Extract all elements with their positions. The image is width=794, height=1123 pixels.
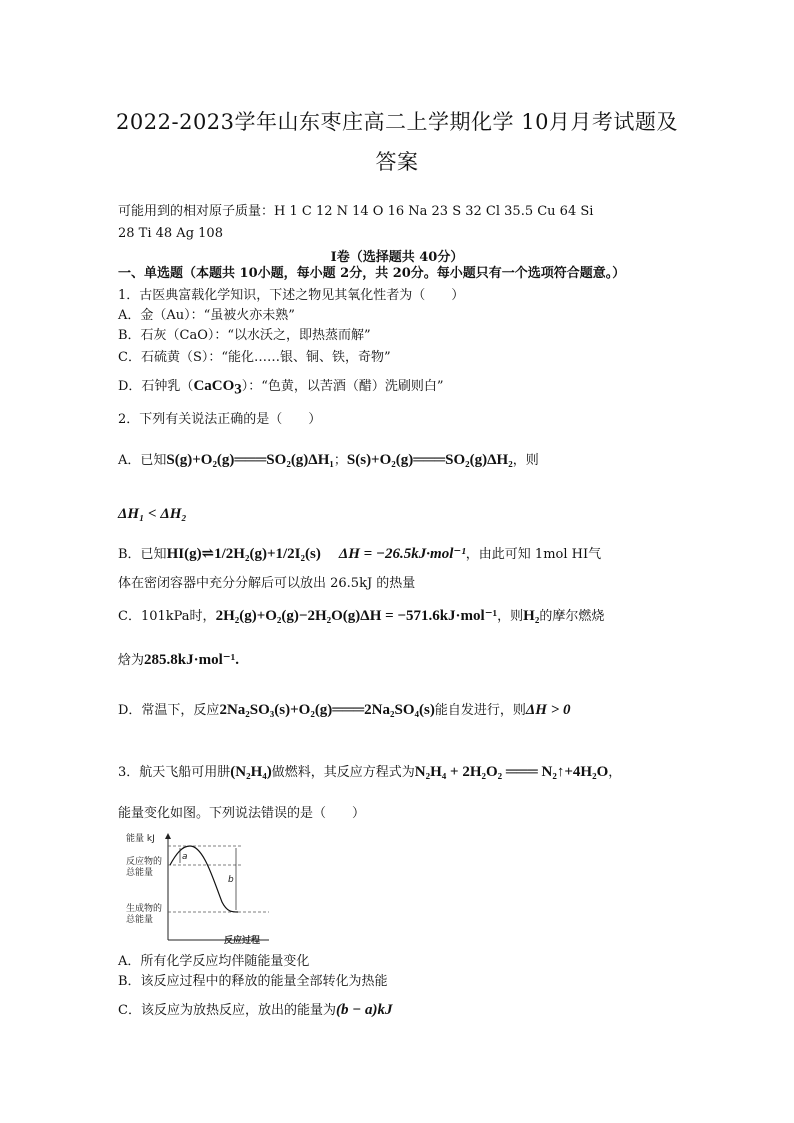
q2-d-condition: ΔH > 0 [525,702,571,718]
q3-option-a: A．所有化学反应均伴随能量变化 [118,954,310,969]
q3-stem-equation: N₂H₄ + 2H₂O₂ ═══ N₂↑+4H₂O [414,764,609,780]
q2-b-equation: HI(g)⇌1/2H₂(g)+1/2I₂(s) [166,546,321,562]
q3-option-c [118,1002,393,1019]
q1-stem: 1．古医典富载化学知识，下述之物见其氧化性者为（ ） [118,288,465,303]
q2-option-c [118,608,604,625]
product-label-2: 总能量 [126,915,154,925]
q1-option-a: A．金（Au）：“虽被火亦未熟” [118,308,295,323]
q2-a-prefix: A．已知 [118,453,167,468]
q2-b-suffix: ，由此可知 1mol HI气 [465,547,602,562]
q2-a-equation2: S(s)+O₂(g)═══SO₂(g)ΔH₂ [346,452,513,468]
q2-b-prefix: B．已知 [118,547,167,562]
q2-d-equation: 2Na₂SO₃(s)+O₂(g)═══2Na₂SO₄(s) [219,702,435,718]
q2-a-conclusion: ΔH₁ < ΔH₂ [118,506,187,522]
q2-c-cont-prefix: 焓为 [118,653,145,668]
energy-diagram [124,832,274,944]
q2-d-mid: 能自发进行，则 [434,703,526,718]
q2-option-a-cont [118,506,187,523]
atomic-masses-line1: 可能用到的相对原子质量：H 1 C 12 N 14 O 16 Na 23 S 32 Cl 35.5 Cu 64 Si [118,204,594,219]
q1-d-prefix: D．石钟乳（ [118,379,194,394]
q1-option-b: B．石灰（CaO）：“以水沃之，即热蒸而解” [118,328,371,343]
q3-stem-n2h4: (N₂H₄) [230,764,272,780]
q2-c-mid: ，则 [497,609,524,624]
page-title-line2: 答案 [375,150,419,174]
reactant-label-2: 总能量 [126,868,154,878]
q2-stem: 2．下列有关说法正确的是（ ） [118,412,322,427]
q3-stem-cont: 能量变化如图。下列说法错误的是（ ） [118,806,366,821]
q2-option-a [118,452,539,469]
label-b: b [228,875,234,885]
q3-stem-prefix: 3．航天飞船可用肼 [118,765,231,780]
q2-b-enthalpy: ΔH = −26.5kJ·mol⁻¹ [338,546,466,562]
q2-a-suffix: ，则 [512,453,539,468]
q3-c-prefix: C．该反应为放热反应，放出的能量为 [118,1003,336,1018]
q3-stem-suffix: ， [608,765,622,780]
y-axis-label: 能量 kJ [126,834,155,844]
q2-option-c-cont [118,652,239,669]
q3-c-value: (b − a)kJ [335,1002,393,1018]
q2-c-h2: H₂ [523,608,540,624]
q3-option-b: B．该反应过程中的释放的能量全部转化为热能 [118,974,388,989]
q2-c-suffix: 的摩尔燃烧 [539,609,605,624]
q2-c-equation: 2H₂(g)+O₂(g)−2H₂O(g)ΔH = −571.6kJ·mol⁻¹ [215,608,498,624]
q2-option-d [118,702,571,719]
q1-d-formula: CaCO [193,378,235,394]
q3-stem-mid: 做燃料，其反应方程式为 [271,765,415,780]
q2-c-prefix: C．101kPa时， [118,609,216,624]
x-axis-label: 反应过程 [224,936,261,944]
q1-d-suffix: ）：“色黄，以苦酒（醋）洗刷则白” [241,379,444,394]
q1-d-subscript: 3 [234,381,242,398]
atomic-masses-line2: 28 Ti 48 Ag 108 [118,226,223,241]
q2-option-b [118,546,601,563]
q1-option-d [118,378,444,398]
label-a: a [182,852,188,862]
product-label-1: 生成物的 [126,904,163,914]
section-heading: I卷（选择题共 40分） [330,250,464,265]
q3-stem [118,764,621,781]
q1-option-c: C．石硫黄（S）：“能化……银、铜、铁，奇物” [118,350,391,365]
q2-a-equation1: S(g)+O₂(g)═══SO₂(g)ΔH₁ [166,452,334,468]
page-title-line1: 2022-2023学年山东枣庄高二上学期化学 10月月考试题及 [116,110,678,134]
reactant-label-1: 反应物的 [126,857,163,867]
q2-option-b-cont: 体在密闭容器中充分分解后可以放出 26.5kJ 的热量 [118,576,416,591]
q2-a-separator: ； [333,453,347,468]
q2-c-cont-value: 285.8kJ·mol⁻¹. [144,652,239,668]
q2-d-prefix: D．常温下，反应 [118,703,220,718]
part-heading: 一、单选题（本题共 10小题，每小题 2分，共 20分。每小题只有一个选项符合题意。） [118,266,626,281]
